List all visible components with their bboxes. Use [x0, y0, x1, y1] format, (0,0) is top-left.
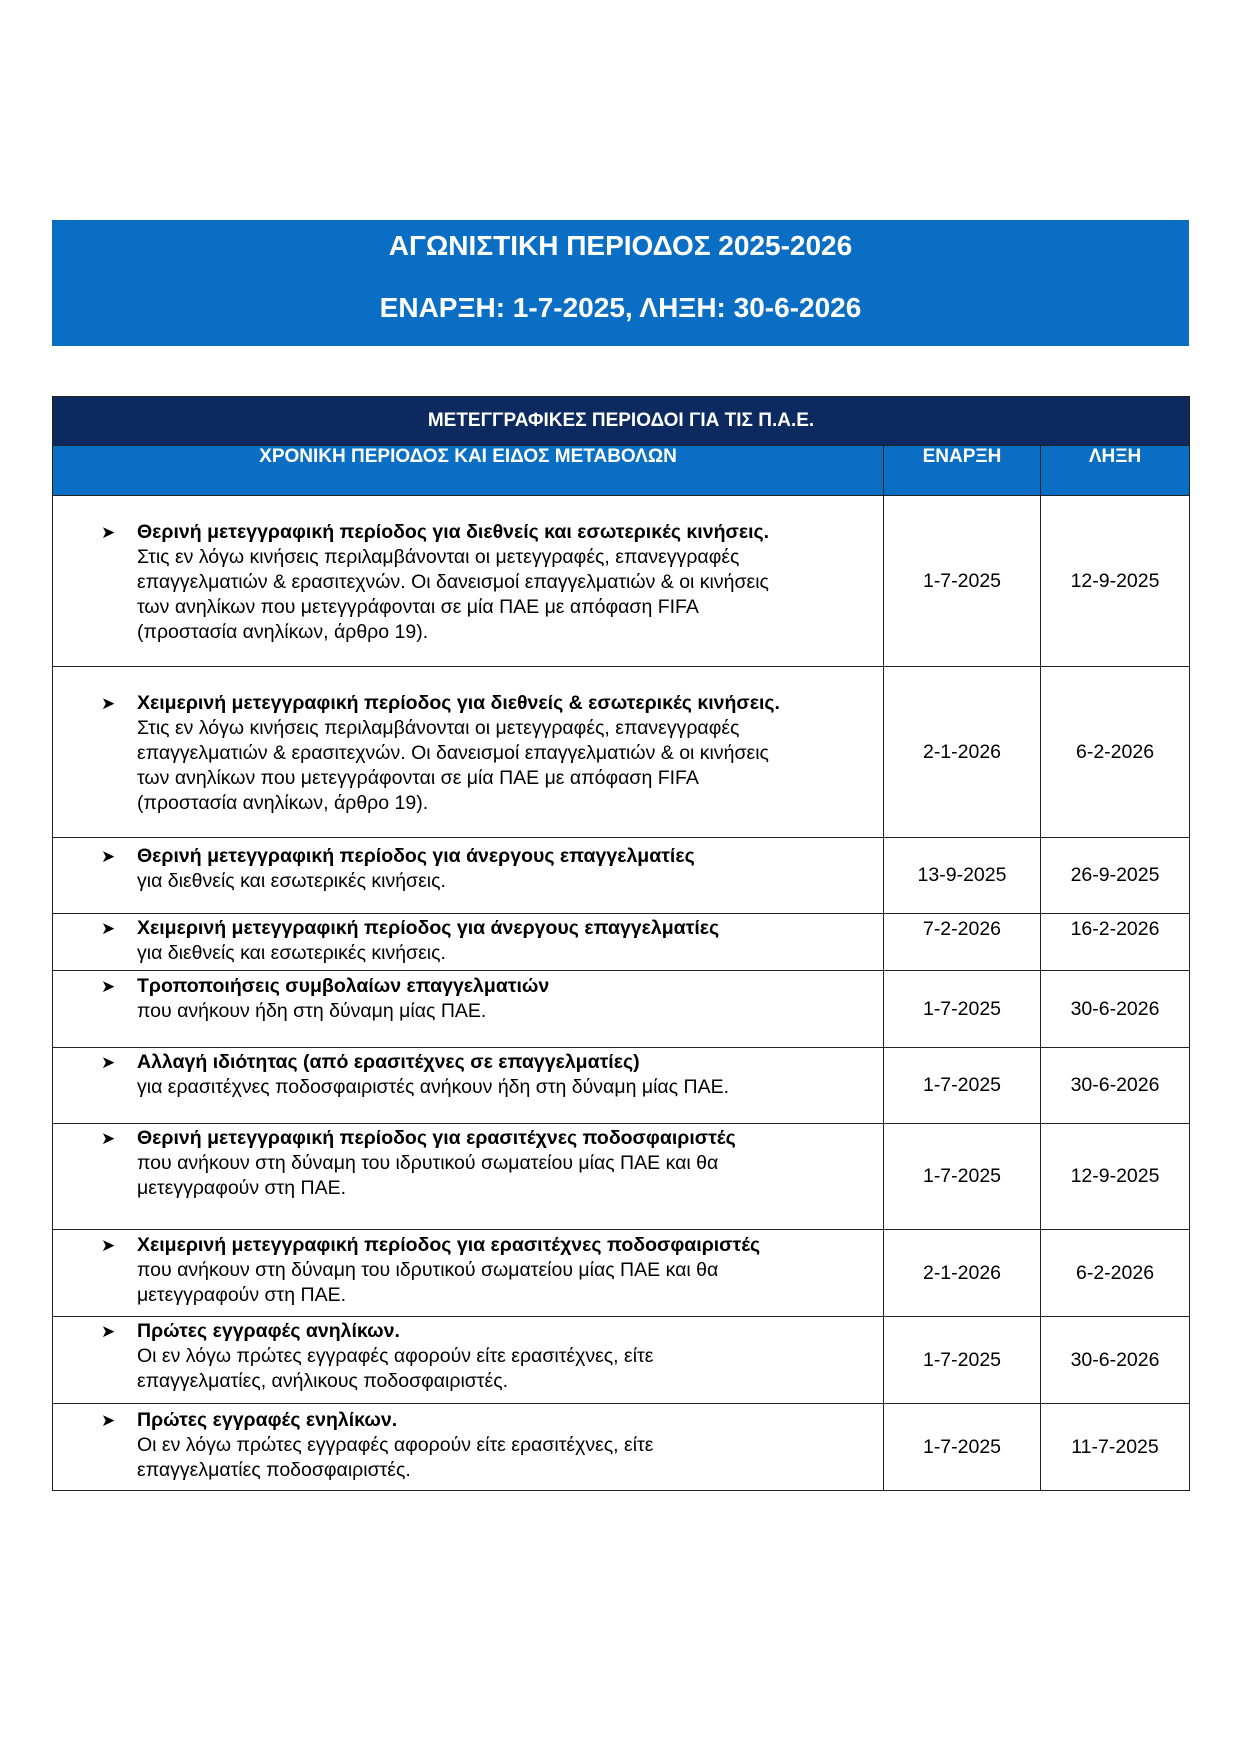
- period-detail-line: για διεθνείς και εσωτερικές κινήσεις.: [137, 870, 446, 892]
- end-date: 16-2-2026: [1041, 914, 1190, 971]
- arrow-bullet-icon: ➤: [101, 1053, 116, 1072]
- period-detail-line: των ανηλίκων που μετεγγράφονται σε μία ΠΑΕ με απόφαση FIFA: [137, 767, 699, 789]
- end-date: 6-2-2026: [1041, 667, 1190, 838]
- period-description: [53, 838, 884, 914]
- period-title: Θερινή μετεγγραφική περίοδος για άνεργους επαγγελματίες: [137, 845, 695, 867]
- period-text: [137, 974, 883, 1024]
- period-detail-line: Στις εν λόγω κινήσεις περιλαμβάνονται οι μετεγγραφές, επανεγγραφές: [137, 717, 740, 739]
- period-detail-line: Στις εν λόγω κινήσεις περιλαμβάνονται οι μετεγγραφές, επανεγγραφές: [137, 546, 740, 568]
- period-text: [137, 1408, 883, 1483]
- table-row: [53, 1230, 1190, 1317]
- table-row: [53, 1404, 1190, 1491]
- arrow-bullet-icon: ➤: [101, 1322, 116, 1341]
- period-text: [137, 916, 883, 966]
- start-date: 1-7-2025: [884, 1404, 1041, 1491]
- start-date: 1-7-2025: [884, 1048, 1041, 1124]
- start-date: 13-9-2025: [884, 838, 1041, 914]
- season-banner: [52, 220, 1189, 346]
- period-detail-line: επαγγελματίες ποδοσφαιριστές.: [137, 1459, 411, 1481]
- period-detail-line: Οι εν λόγω πρώτες εγγραφές αφορούν είτε ερασιτέχνες, είτε: [137, 1345, 654, 1367]
- arrow-bullet-icon: ➤: [101, 1236, 116, 1255]
- period-description: [53, 971, 884, 1048]
- arrow-bullet-icon: ➤: [101, 694, 116, 713]
- start-date: 2-1-2026: [884, 667, 1041, 838]
- period-detail-line: που ανήκουν στη δύναμη του ιδρυτικού σωματείου μίας ΠΑΕ και θα: [137, 1152, 719, 1174]
- period-title: Χειμερινή μετεγγραφική περίοδος για διεθνείς & εσωτερικές κινήσεις.: [137, 692, 780, 714]
- period-title: Χειμερινή μετεγγραφική περίοδος για άνεργους επαγγελματίες: [137, 917, 720, 939]
- end-date: 30-6-2026: [1041, 1317, 1190, 1404]
- period-text: [137, 1050, 883, 1100]
- period-text: [137, 520, 883, 645]
- arrow-bullet-icon: ➤: [101, 1129, 116, 1148]
- start-date: 1-7-2025: [884, 971, 1041, 1048]
- end-date: 26-9-2025: [1041, 838, 1190, 914]
- end-date: 11-7-2025: [1041, 1404, 1190, 1491]
- period-description: [53, 496, 884, 667]
- period-title: Θερινή μετεγγραφική περίοδος για ερασιτέχνες ποδοσφαιριστές: [137, 1127, 736, 1149]
- period-detail-line: επαγγελματίες, ανήλικους ποδοσφαιριστές.: [137, 1370, 509, 1392]
- arrow-bullet-icon: ➤: [101, 977, 116, 996]
- season-title: ΑΓΩΝΙΣΤΙΚΗ ΠΕΡΙΟΔΟΣ 2025-2026: [388, 230, 853, 261]
- start-date: 2-1-2026: [884, 1230, 1041, 1317]
- column-header-start: ΕΝΑΡΞΗ: [884, 446, 1041, 496]
- column-header-period: ΧΡΟΝΙΚΗ ΠΕΡΙΟΔΟΣ ΚΑΙ ΕΙΔΟΣ ΜΕΤΑΒΟΛΩΝ: [53, 446, 884, 496]
- period-detail-line: που ανήκουν στη δύναμη του ιδρυτικού σωματείου μίας ΠΑΕ και θα: [137, 1259, 719, 1281]
- period-detail-line: (προστασία ανηλίκων, άρθρο 19).: [137, 621, 429, 643]
- table-row: [53, 667, 1190, 838]
- period-description: [53, 1404, 884, 1491]
- period-detail-line: μετεγγραφούν στη ΠΑΕ.: [137, 1284, 347, 1306]
- period-description: [53, 1230, 884, 1317]
- start-date: 1-7-2025: [884, 496, 1041, 667]
- table-row: [53, 1317, 1190, 1404]
- column-header-end: ΛΗΞΗ: [1041, 446, 1190, 496]
- end-date: 12-9-2025: [1041, 1124, 1190, 1230]
- period-detail-line: μετεγγραφούν στη ΠΑΕ.: [137, 1177, 347, 1199]
- period-text: [137, 1126, 883, 1201]
- period-description: [53, 914, 884, 971]
- period-detail-line: των ανηλίκων που μετεγγράφονται σε μία ΠΑΕ με απόφαση FIFA: [137, 596, 699, 618]
- start-date: 1-7-2025: [884, 1124, 1041, 1230]
- table-row: [53, 496, 1190, 667]
- period-detail-line: Οι εν λόγω πρώτες εγγραφές αφορούν είτε ερασιτέχνες, είτε: [137, 1434, 654, 1456]
- table-row: [53, 1048, 1190, 1124]
- period-title: Χειμερινή μετεγγραφική περίοδος για ερασιτέχνες ποδοσφαιριστές: [137, 1234, 761, 1256]
- table-row: [53, 914, 1190, 971]
- period-text: [137, 844, 883, 894]
- period-title: Θερινή μετεγγραφική περίοδος για διεθνείς και εσωτερικές κινήσεις.: [137, 521, 770, 543]
- arrow-bullet-icon: ➤: [101, 919, 116, 938]
- arrow-bullet-icon: ➤: [101, 1411, 116, 1430]
- period-title: Αλλαγή ιδιότητας (από ερασιτέχνες σε επαγγελματίες): [137, 1051, 640, 1073]
- period-title: Τροποποιήσεις συμβολαίων επαγγελματιών: [137, 975, 550, 997]
- period-description: [53, 1048, 884, 1124]
- period-detail-line: για διεθνείς και εσωτερικές κινήσεις.: [137, 942, 446, 964]
- table-row: [53, 838, 1190, 914]
- transfer-periods-table: [52, 396, 1190, 1491]
- end-date: 30-6-2026: [1041, 1048, 1190, 1124]
- period-title: Πρώτες εγγραφές ενηλίκων.: [137, 1409, 398, 1431]
- period-description: [53, 667, 884, 838]
- period-text: [137, 691, 883, 816]
- table-caption: ΜΕΤΕΓΓΡΑΦΙΚΕΣ ΠΕΡΙΟΔΟΙ ΓΙΑ ΤΙΣ Π.Α.Ε.: [53, 397, 1190, 446]
- period-title: Πρώτες εγγραφές ανηλίκων.: [137, 1320, 400, 1342]
- season-dates: ΕΝΑΡΞΗ: 1-7-2025, ΛΗΞΗ: 30-6-2026: [379, 292, 862, 323]
- period-detail-line: που ανήκουν ήδη στη δύναμη μίας ΠΑΕ.: [137, 1000, 487, 1022]
- end-date: 12-9-2025: [1041, 496, 1190, 667]
- table-row: [53, 971, 1190, 1048]
- start-date: 1-7-2025: [884, 1317, 1041, 1404]
- period-detail-line: επαγγελματιών & ερασιτεχνών. Οι δανεισμοί επαγγελματιών & οι κινήσεις: [137, 571, 769, 593]
- period-description: [53, 1124, 884, 1230]
- end-date: 6-2-2026: [1041, 1230, 1190, 1317]
- end-date: 30-6-2026: [1041, 971, 1190, 1048]
- table-row: [53, 1124, 1190, 1230]
- period-detail-line: για ερασιτέχνες ποδοσφαιριστές ανήκουν ήδη στη δύναμη μίας ΠΑΕ.: [137, 1076, 729, 1098]
- start-date: 7-2-2026: [884, 914, 1041, 971]
- period-detail-line: επαγγελματιών & ερασιτεχνών. Οι δανεισμοί επαγγελματιών & οι κινήσεις: [137, 742, 769, 764]
- period-description: [53, 1317, 884, 1404]
- period-detail-line: (προστασία ανηλίκων, άρθρο 19).: [137, 792, 429, 814]
- table-body: [53, 496, 1190, 1491]
- arrow-bullet-icon: ➤: [101, 847, 116, 866]
- period-text: [137, 1319, 883, 1394]
- arrow-bullet-icon: ➤: [101, 523, 116, 542]
- period-text: [137, 1233, 883, 1308]
